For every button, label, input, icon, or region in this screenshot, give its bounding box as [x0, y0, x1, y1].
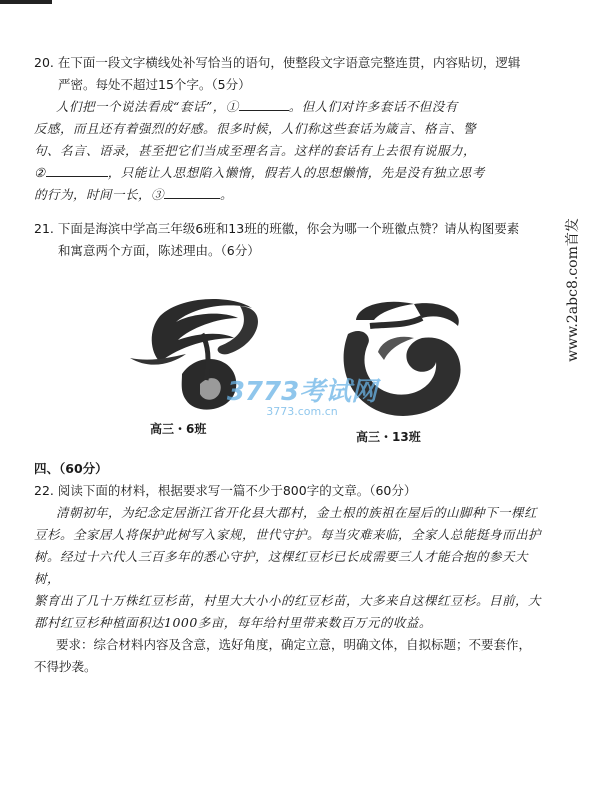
- watermark-title: 3773考试网: [226, 377, 378, 407]
- blank-2[interactable]: [46, 176, 108, 177]
- scan-edge-mark: [0, 0, 52, 4]
- question-20: [34, 52, 550, 206]
- sidebar-source: [548, 190, 598, 390]
- blank-3[interactable]: [164, 198, 220, 199]
- class-6-caption: 高三・6班: [150, 422, 207, 436]
- q22-material-line5: 郡村红豆杉种植面积达1000多亩，每年给村里带来数百万元的收益。: [34, 615, 432, 630]
- section-4: [34, 458, 550, 678]
- q22-material-line2: 豆杉。全家居人将保护此树写入家规，世代守护。每当灾难来临，全家人总能挺身而出护: [34, 527, 542, 542]
- sidebar-url-text: www.2abc8.com首发: [565, 218, 581, 362]
- q22-material-line1: 清朝初年，为纪念定居浙江省开化县大郡村，金土根的族祖在屋后的山脚种下一棵红: [56, 505, 538, 520]
- watermark-url: 3773.com.cn: [266, 405, 338, 418]
- q20-passage-line1: 人们把一个说法看成“套话”，① 。但人们对许多套话不但没有: [56, 99, 458, 114]
- q22-material-line4: 繁育出了几十万株红豆杉苗，村里大大小小的红豆杉苗，大多来自这棵红豆杉。目前，大: [34, 593, 542, 608]
- q22-requirements-line2: 不得抄袭。: [34, 659, 97, 674]
- question-21: [34, 218, 550, 262]
- blank-1[interactable]: [239, 110, 289, 111]
- q20-passage-line4: ② ，只能让人思想陷入懒惰，假若人的思想懒惰，先是没有独立思考: [34, 165, 485, 180]
- q20-passage-line3: 句、名言、语录，甚至把它们当成至理名言。这样的套话有上去很有说服力，: [34, 143, 477, 158]
- q20-passage-line5: 的行为，时间一长，③ 。: [34, 187, 234, 202]
- q21-prompt-line1: 21. 下面是海滨中学高三年级6班和13班的班徽，你会为哪一个班徽点赞？请从构图要素: [34, 221, 520, 236]
- q22-requirements-line1: 要求：综合材料内容及含意，选好角度，确定立意，明确文体，自拟标题；不要套作，: [56, 637, 532, 652]
- watermark: [222, 378, 382, 418]
- q20-passage-line2: 反感，而且还有着强烈的好感。很多时候，人们称这些套话为箴言、格言、警: [34, 121, 477, 136]
- q22-prompt: 22. 阅读下面的材料，根据要求写一篇不少于800字的文章。（60分）: [34, 483, 417, 498]
- q20-prompt-line1: 20. 在下面一段文字横线处补写恰当的语句，使整段文字语意完整连贯，内容贴切，逻辑: [34, 55, 521, 70]
- q22-material-line3: 树。经过十六代人三百多年的悉心守护，这棵红豆杉已长成需要三人才能合抱的参天大树，: [34, 549, 529, 586]
- section-4-heading: 四、（60分）: [34, 461, 108, 476]
- q20-prompt-line2: 严密。每处不超过15个字。（5分）: [58, 77, 251, 92]
- class-13-caption: 高三・13班: [356, 430, 421, 444]
- q21-prompt-line2: 和寓意两个方面，陈述理由。（6分）: [58, 243, 260, 258]
